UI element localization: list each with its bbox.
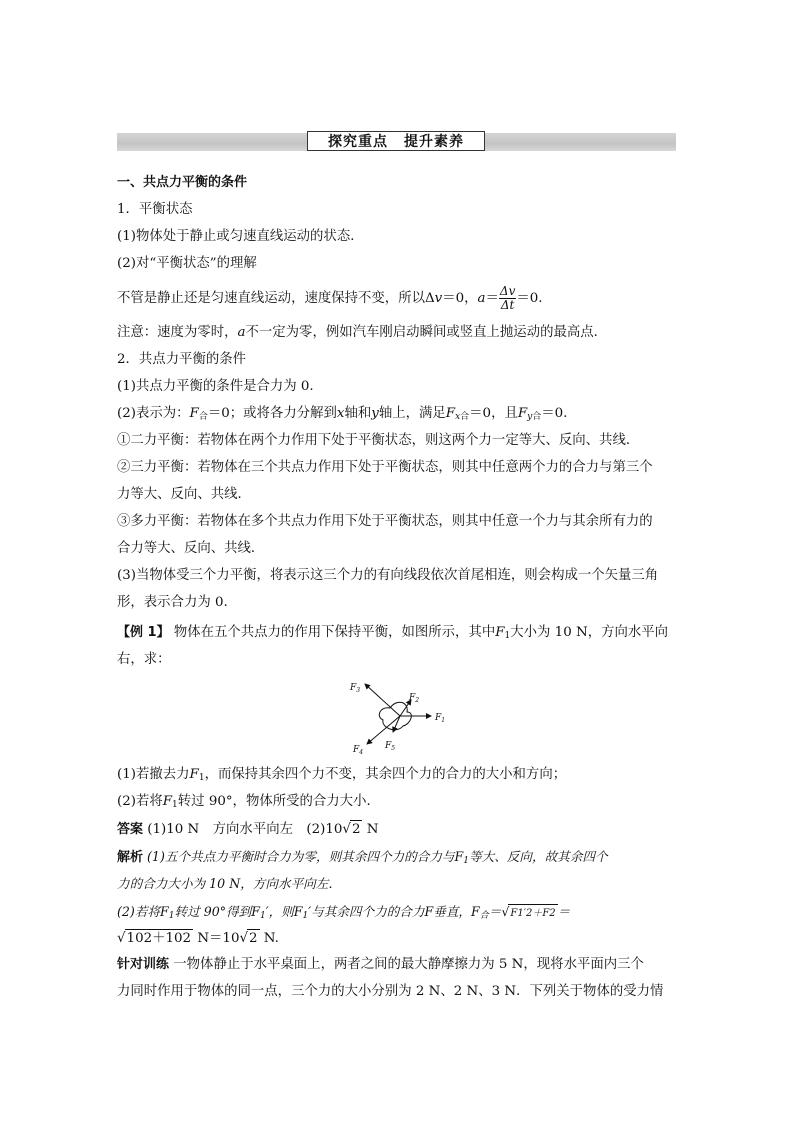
var: x xyxy=(336,406,345,421)
label-f4: $F_4$ xyxy=(353,745,364,756)
var: F xyxy=(471,904,480,919)
banner-title-box xyxy=(307,131,485,151)
var: F xyxy=(495,625,505,640)
text-line: (1)物体处于静止或匀速直线运动的状态． xyxy=(117,229,364,244)
sub: 1 xyxy=(259,911,266,921)
text: N xyxy=(362,822,379,837)
var: F xyxy=(189,767,199,782)
text-line: ②三力平衡：若物体在三个共点力作用下处于平衡状态，则其中任意两个力的合力与第三个 xyxy=(117,460,653,475)
analysis-line: √102＋102 N＝10√2 N. xyxy=(117,931,279,946)
sub-text: 合 xyxy=(532,412,542,422)
text: ＝ xyxy=(557,904,571,919)
fraction-numerator: Δv xyxy=(499,284,516,298)
sqrt-content: F1′2＋F2 xyxy=(508,904,557,923)
var: F xyxy=(189,406,199,421)
answer-line: 答案 (1)10 N 方向水平向左 (2)10√2 N xyxy=(117,822,379,837)
analysis-tag: 解析 xyxy=(117,850,144,865)
sub-var: x xyxy=(455,412,461,422)
practice-tag: 针对训练 xyxy=(117,957,170,972)
text: 转过 90°，物体所受的合力大小． xyxy=(177,794,380,809)
text: (1)五个共点力平衡时合力为零，则其余四个力的合力与 xyxy=(143,849,455,864)
text: ′与其余四个力的合力 xyxy=(308,904,425,919)
text-line: 力等大、反向、共线． xyxy=(117,487,251,502)
text: ，而保持其余四个力不变，其余四个力的合力的大小和方向； xyxy=(204,767,567,782)
text: 轴和 xyxy=(344,406,372,421)
var: F xyxy=(251,904,260,919)
text-line: ①二力平衡：若物体在两个力作用下处于平衡状态，则这两个力一定等大、反向、共线． xyxy=(117,433,640,448)
text: ＝0，且 xyxy=(469,406,518,421)
sub: 1 xyxy=(198,773,205,783)
practice-line xyxy=(117,956,644,974)
answer-tag: 答案 xyxy=(117,822,144,837)
text-line xyxy=(117,324,607,342)
text: ＝ xyxy=(488,904,502,919)
analysis-line xyxy=(117,848,608,870)
force-diagram xyxy=(345,674,455,764)
label-f2: $F_2$ xyxy=(409,693,420,704)
sub: 合 xyxy=(479,911,489,921)
text-line: 形，表示合力为 0. xyxy=(117,595,228,610)
var: y xyxy=(371,406,379,421)
label-f5: $F_5$ xyxy=(385,741,396,752)
var: F xyxy=(445,406,456,421)
text-line: (1)共点力平衡的条件是合力为 0. xyxy=(117,379,314,394)
text: (2)若将 xyxy=(117,904,161,919)
banner-title-left: 探究重点 xyxy=(328,134,388,150)
heading-1: 一、共点力平衡的条件 xyxy=(117,175,248,190)
question-1 xyxy=(117,766,566,787)
sub-var: y xyxy=(527,412,533,422)
var: F xyxy=(424,904,434,919)
sub: 合 xyxy=(198,412,208,422)
var: v xyxy=(434,291,443,306)
section-banner xyxy=(117,131,676,153)
text: 转过 90°得到 xyxy=(174,904,252,919)
var: a xyxy=(237,325,246,340)
sqrt-content: 102＋102 xyxy=(126,931,192,946)
text-line: (2)对“平衡状态”的理解 xyxy=(117,256,257,271)
text-line: 力同时作用于物体的同一点，三个力的大小分别为 2 N、2 N、3 N．下列关于物体的受力情 xyxy=(117,984,664,999)
fraction xyxy=(499,285,516,312)
var: F xyxy=(454,849,464,864)
text: 注意：速度为零时， xyxy=(117,325,238,340)
var: F xyxy=(160,904,169,919)
text: (2)若将 xyxy=(117,794,163,809)
text: N＝10 xyxy=(193,931,240,946)
text: ＝0. xyxy=(516,291,543,306)
text: (2)表示为： xyxy=(117,406,190,421)
sub xyxy=(527,412,541,422)
example-line xyxy=(117,624,668,645)
text: 不一定为零，例如汽车刚启动瞬间或竖直上抛运动的最高点． xyxy=(245,325,608,340)
sub: 1 xyxy=(302,911,309,921)
text: 不管是静止还是匀速直线运动，速度保持不变，所以Δ xyxy=(117,291,435,306)
text: 等大、反向，故其余四个 xyxy=(469,849,608,864)
text: (1)若撤去力 xyxy=(117,767,190,782)
text: ′，则 xyxy=(265,904,294,919)
sqrt-content: 2 xyxy=(351,822,361,837)
fraction-denominator: Δt xyxy=(500,298,515,312)
text: ＝ xyxy=(485,291,499,306)
text: ＝0， xyxy=(442,291,478,306)
subheading-1: 1．平衡状态 xyxy=(117,202,193,217)
var: a xyxy=(477,291,486,306)
text-line-formula xyxy=(117,285,543,312)
arrow-f3 xyxy=(365,684,400,716)
text: 大小为 10 N，方向水平向 xyxy=(510,625,669,640)
text-line: (3)当物体受三个力平衡，将表示这三个力的有向线段依次首尾相连，则会构成一个矢量三角 xyxy=(117,568,659,583)
force-diagram-svg xyxy=(345,674,455,764)
text: 一物体静止于水平桌面上，两者之间的最大静摩擦力为 5 N，现将水平面内三个 xyxy=(169,957,644,972)
var: F xyxy=(162,794,173,809)
sub xyxy=(455,412,469,422)
text: (1)10 N 方向水平向左 (2)10 xyxy=(143,822,343,837)
sub: 1 xyxy=(463,856,469,866)
analysis-line: 力的合力大小为 10 N，方向水平向左． xyxy=(117,876,341,891)
text: N. xyxy=(259,931,279,946)
var: F xyxy=(293,904,303,919)
sub: 1 xyxy=(504,631,511,641)
analysis-line: (2)若将$F_1$转过 90°得到$F_1'$，则$F_1'$与其余四个力的合力F垂直，$F_合=√F1'2+F2$ ＝ xyxy=(117,904,571,921)
question-2 xyxy=(117,793,380,814)
text-line: 右，求： xyxy=(117,652,171,667)
sub: 1 xyxy=(172,800,178,810)
sub: 1 xyxy=(168,911,175,921)
text-line xyxy=(117,405,567,426)
text-line: ③多力平衡：若物体在多个共点力作用下处于平衡状态，则其中任意一个力与其余所有力的 xyxy=(117,514,653,529)
text-line: 合力等大、反向、共线． xyxy=(117,541,265,556)
text: ＝0. xyxy=(541,406,568,421)
banner-title-right: 提升素养 xyxy=(404,134,464,150)
subheading-2: 2．共点力平衡的条件 xyxy=(117,352,247,367)
label-f1: $F_1$ xyxy=(435,713,446,724)
sqrt-content: 2 xyxy=(249,931,258,946)
text: ＝0；或将各力分解到 xyxy=(207,406,337,421)
text: 物体在五个共点力的作用下保持平衡，如图所示，其中 xyxy=(169,625,496,640)
text: 垂直， xyxy=(433,904,471,919)
var: F xyxy=(517,406,528,421)
sub-text: 合 xyxy=(460,412,470,422)
label-f3: $F_3$ xyxy=(350,683,361,694)
example-tag: 【例 1】 xyxy=(117,625,170,640)
text: 轴上，满足 xyxy=(378,406,446,421)
